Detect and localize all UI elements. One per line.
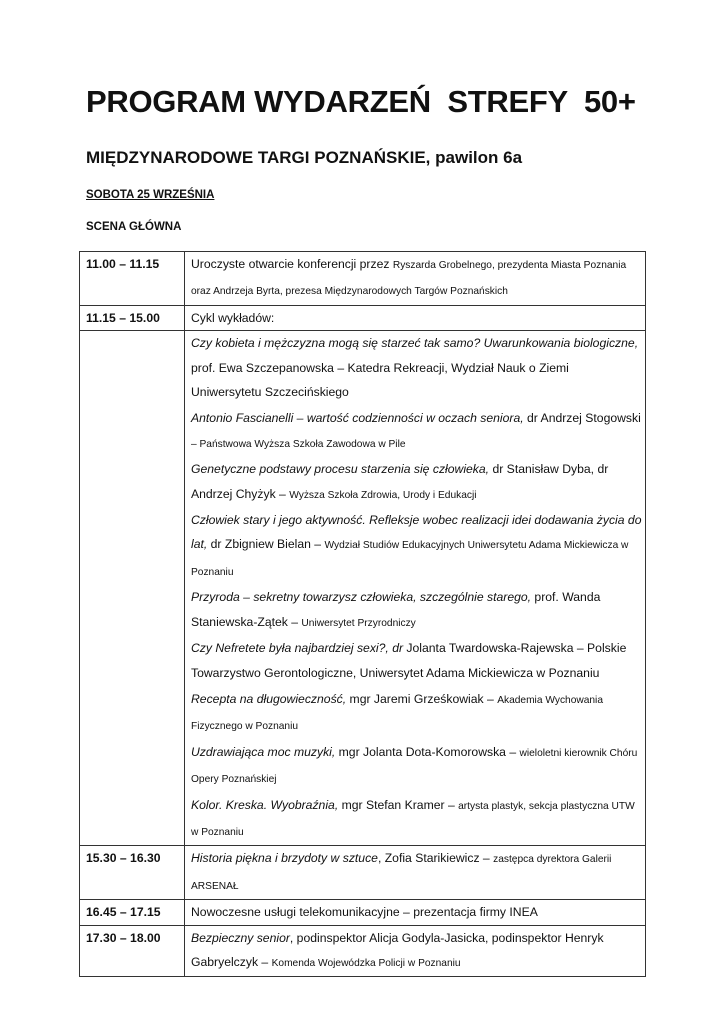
lecture-item [191,585,642,636]
lecture-speaker: mgr Jaremi Grześkowiak – [346,691,498,706]
lecture-speaker: mgr Jolanta Dota-Komorowska – [335,744,520,759]
lecture-speaker: prof. Wanda Staniewska-Zątek – [191,590,601,629]
lecture-title: Człowiek stary i jego aktywność. Refleksje wobec realizacji idei dodawania życia do lat, [191,513,642,552]
page-title: PROGRAM WYDARZEŃ STREFY 50+ [86,84,636,119]
lecture-title: Przyroda – sekretny towarzysz człowieka, szczególnie starego, [191,590,532,605]
lecture-title: Recepta na długowieczność, [191,691,347,706]
lecture-affiliation: wieloletni kierownik Chóru Opery Poznańskiej [191,747,638,786]
time-cell: 17.30 – 18.00 [80,925,185,977]
time-cell: 11.00 – 11.15 [80,252,185,306]
lecture-item [191,793,642,846]
lecture-affiliation: Wydział Studiów Edukacyjnych Uniwersytetu Adama Mickiewicza w Poznaniu [191,540,629,578]
time-cell: 15.30 – 16.30 [80,846,185,900]
time-cell: 11.15 – 15.00 [80,305,185,330]
stage-heading: SCENA GŁÓWNA [86,221,182,233]
table-row [80,252,646,306]
lecture-speaker: Jolanta Twardowska-Rajewska – Polskie Towarzystwo Gerontologiczne, Uniwersytet Adama Mickiewicza w Poznaniu [191,641,627,680]
lecture-speaker: mgr Stefan Kramer – [338,797,459,812]
table-row [80,846,646,900]
lecture-speaker: dr Stanisław Dyba, dr Andrzej Chyżyk – [191,462,609,501]
event-text: Uroczyste otwarcie konferencji przez [191,257,393,271]
lecture-item [191,457,642,508]
event-title: Bezpieczny senior [191,930,290,945]
event-cell [185,305,646,330]
lecture-item [191,508,642,585]
event-title: Historia piękna i brzydoty w sztuce [191,851,378,866]
event-cell [185,252,646,306]
table-row [80,925,646,977]
event-cell [185,846,646,900]
event-speaker: , podinspektor Alicja Godyla-Jasicka, podinspektor Henryk Gabryelczyk – [191,930,604,969]
lecture-title: Czy kobieta i mężczyzna mogą się starzeć tak samo? Uwarunkowania biologiczne, [191,336,639,351]
lecture-title: Antonio Fascianelli – wartość codzienności w oczach seniora, [191,411,524,426]
event-text: Cykl wykładów: [191,310,275,325]
table-row [80,900,646,925]
schedule-table [79,251,646,977]
lecture-speaker: prof. Ewa Szczepanowska – Katedra Rekreacji, Wydział Nauk o Ziemi Uniwersytetu Szczecińskiego [191,360,569,400]
time-cell [80,331,185,846]
event-date: SOBOTA 25 WRZEŚNIA [86,189,215,201]
event-cell [185,925,646,977]
venue-subtitle: MIĘDZYNARODOWE TARGI POZNAŃSKIE, pawilon 6a [86,148,523,167]
lecture-title: Czy Nefretete była najbardziej sexi?, dr [191,641,404,656]
lecture-speaker: dr Zbigniew Bielan – [207,537,325,552]
lecture-title: Genetyczne podstawy procesu starzenia się człowieka, [191,462,490,477]
lecture-item [191,740,642,793]
lecture-affiliation: – Państwowa Wyższa Szkoła Zawodowa w Pile [191,438,406,450]
event-affiliation: Komenda Wojewódzka Policji w Poznaniu [271,957,461,969]
lecture-item [191,331,642,406]
event-text: Nowoczesne usługi telekomunikacyjne – prezentacja firmy INEA [191,905,538,920]
event-cell [185,900,646,925]
lecture-list [185,331,646,846]
lecture-affiliation: Uniwersytet Przyrodniczy [301,617,416,629]
event-affiliation: zastępca dyrektora Galerii ARSENAŁ [191,854,612,892]
lecture-item [191,636,642,687]
lecture-title: Kolor. Kreska. Wyobraźnia, [191,797,339,812]
lecture-affiliation: Wyższa Szkoła Zdrowia, Urody i Edukacji [289,489,477,501]
event-speaker: , Zofia Starikiewicz – [377,851,494,866]
event-detail: Ryszarda Grobelnego, prezydenta Miasta Poznania oraz Andrzeja Byrta, prezesa Międzynarodowych Targów Poznańskich [191,260,627,298]
lecture-affiliation: artysta plastyk, sekcja plastyczna UTW w Poznaniu [191,800,635,838]
lecture-affiliation: Akademia Wychowania Fizycznego w Poznaniu [191,694,603,733]
lecture-title: Uzdrawiająca moc muzyki, [191,744,336,759]
lecture-item [191,406,642,457]
table-row [80,331,646,846]
table-row [80,305,646,330]
lecture-speaker: dr Andrzej Stogowski [523,411,641,426]
lecture-item [191,687,642,740]
time-cell: 16.45 – 17.15 [80,900,185,925]
